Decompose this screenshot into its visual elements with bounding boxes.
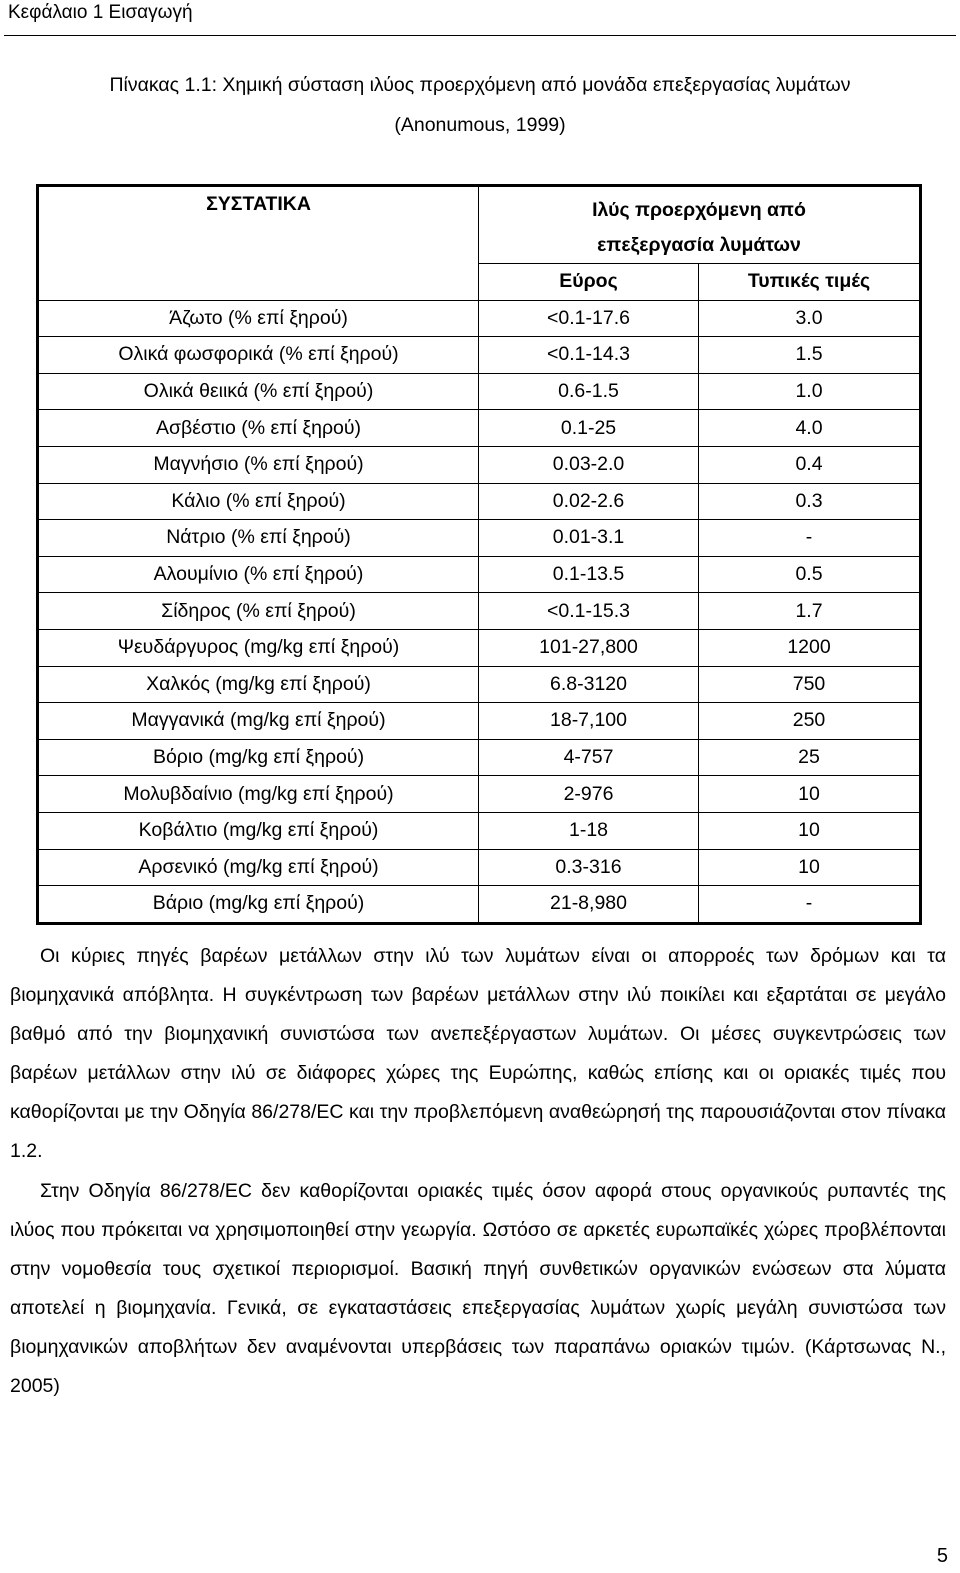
table-row <box>38 849 921 886</box>
table-row <box>38 446 921 483</box>
table-row <box>38 703 921 740</box>
cell-component: Ολικά φωσφορικά (% επί ξηρού) <box>38 337 479 374</box>
cell-range: 18-7,100 <box>479 703 699 740</box>
table-row <box>38 483 921 520</box>
cell-typical: 0.5 <box>699 556 921 593</box>
cell-typical: 1.5 <box>699 337 921 374</box>
paragraph-heavy-metals: Οι κύριες πηγές βαρέων μετάλλων στην ιλύ των λυμάτων είναι οι απορροές των δρόμων και τα βιομηχανικά απόβλητα. Η συγκέντρωση των βαρέων μετάλλων στην ιλύ ποικίλει και εξαρτάται σε μεγάλο βαθμό από την βιομηχανική συνιστώσα των ανεπεξέργαστων λυμάτων. Οι μέσες συγκεντρώσεις των βαρέων μετάλλων στην ιλύ σε διάφορες χώρες της Ευρώπης, καθώς επίσης και οι οριακές τιμές που καθορίζονται με την Οδηγία 86/278/EC και την προβλεπόμενη αναθεώρησή της παρουσιάζονται στον πίνακα 1.2. <box>10 945 946 1162</box>
cell-typical: 3.0 <box>699 300 921 337</box>
paragraph-organic-pollutants: Στην Οδηγία 86/278/EC δεν καθορίζονται οριακές τιμές όσον αφορά στους οργανικούς ρυπαντές της ιλύος που πρόκειται να χρησιμοποιηθεί στην γεωργία. Ωστόσο σε αρκετές ευρωπαϊκές χώρες προβλέπονται στην νομοθεσία τους σχετικοί περιορισμοί. Βασική πηγή συνθετικών οργανικών ενώσεων στα λύματα αποτελεί η βιομηχανία. Γενικά, σε εγκαταστάσεις επεξεργασίας λυμάτων χωρίς μεγάλη συνιστώσα των βιομηχανικών αποβλήτων δεν αναμένονται υπερβάσεις των παραπάνω οριακών τιμών. (Κάρτσωνας Ν., 2005) <box>10 1180 946 1397</box>
cell-component: Κοβάλτιο (mg/kg επί ξηρού) <box>38 812 479 849</box>
cell-component: Αλουμίνιο (% επί ξηρού) <box>38 556 479 593</box>
header-range: Εύρος <box>479 264 699 301</box>
header-group-line2: επεξεργασία λυμάτων <box>597 234 801 256</box>
cell-component: Μαγγανικά (mg/kg επί ξηρού) <box>38 703 479 740</box>
cell-typical: - <box>699 886 921 924</box>
cell-range: 101-27,800 <box>479 629 699 666</box>
cell-component: Άζωτο (% επί ξηρού) <box>38 300 479 337</box>
cell-component: Νάτριο (% επί ξηρού) <box>38 520 479 557</box>
cell-typical: 1200 <box>699 629 921 666</box>
cell-component: Ολικά θειικά (% επί ξηρού) <box>38 373 479 410</box>
cell-range: 6.8-3120 <box>479 666 699 703</box>
cell-range: 4-757 <box>479 739 699 776</box>
table-row <box>38 300 921 337</box>
cell-range: 0.01-3.1 <box>479 520 699 557</box>
cell-range: <0.1-17.6 <box>479 300 699 337</box>
cell-typical: 0.3 <box>699 483 921 520</box>
cell-component: Βάριο (mg/kg επί ξηρού) <box>38 886 479 924</box>
cell-range: 0.3-316 <box>479 849 699 886</box>
table-row <box>38 373 921 410</box>
table-caption-source: (Anonumous, 1999) <box>394 114 566 136</box>
table-row <box>38 556 921 593</box>
cell-range: 0.02-2.6 <box>479 483 699 520</box>
table-row <box>38 666 921 703</box>
cell-component: Μαγνήσιο (% επί ξηρού) <box>38 446 479 483</box>
cell-range: 0.1-25 <box>479 410 699 447</box>
table-row <box>38 629 921 666</box>
table-row <box>38 776 921 813</box>
cell-typical: 0.4 <box>699 446 921 483</box>
cell-component: Ψευδάργυρος (mg/kg επί ξηρού) <box>38 629 479 666</box>
page-number: 5 <box>936 1545 948 1567</box>
table-row <box>38 886 921 924</box>
cell-component: Χαλκός (mg/kg επί ξηρού) <box>38 666 479 703</box>
header-typical: Τυπικές τιμές <box>699 264 921 301</box>
cell-range: 2-976 <box>479 776 699 813</box>
header-group <box>479 186 921 264</box>
cell-range: <0.1-14.3 <box>479 337 699 374</box>
cell-typical: - <box>699 520 921 557</box>
cell-range: 0.1-13.5 <box>479 556 699 593</box>
cell-component: Βόριο (mg/kg επί ξηρού) <box>38 739 479 776</box>
cell-range: 21-8,980 <box>479 886 699 924</box>
cell-range: 0.6-1.5 <box>479 373 699 410</box>
table-row <box>38 812 921 849</box>
cell-typical: 10 <box>699 849 921 886</box>
cell-typical: 250 <box>699 703 921 740</box>
cell-typical: 750 <box>699 666 921 703</box>
cell-range: 1-18 <box>479 812 699 849</box>
cell-typical: 1.0 <box>699 373 921 410</box>
cell-typical: 1.7 <box>699 593 921 630</box>
cell-component: Κάλιο (% επί ξηρού) <box>38 483 479 520</box>
cell-component: Σίδηρος (% επί ξηρού) <box>38 593 479 630</box>
table-row <box>38 520 921 557</box>
header-components: ΣΥΣΤΑΤΙΚΑ <box>38 186 479 301</box>
table-row <box>38 410 921 447</box>
table-row <box>38 739 921 776</box>
cell-component: Ασβέστιο (% επί ξηρού) <box>38 410 479 447</box>
cell-typical: 25 <box>699 739 921 776</box>
cell-range: 0.03-2.0 <box>479 446 699 483</box>
table-row <box>38 593 921 630</box>
cell-typical: 10 <box>699 776 921 813</box>
composition-table <box>36 184 922 925</box>
cell-range: <0.1-15.3 <box>479 593 699 630</box>
table-row <box>38 337 921 374</box>
table-caption: Πίνακας 1.1: Χημική σύσταση ιλύος προερχόμενη από μονάδα επεξεργασίας λυμάτων <box>109 74 851 96</box>
cell-typical: 10 <box>699 812 921 849</box>
chapter-header: Κεφάλαιο 1 Εισαγωγή <box>8 2 193 23</box>
header-divider <box>4 35 956 36</box>
cell-typical: 4.0 <box>699 410 921 447</box>
cell-component: Μολυβδαίνιο (mg/kg επί ξηρού) <box>38 776 479 813</box>
cell-component: Αρσενικό (mg/kg επί ξηρού) <box>38 849 479 886</box>
header-group-line1: Ιλύς προερχόμενη από <box>592 199 806 221</box>
